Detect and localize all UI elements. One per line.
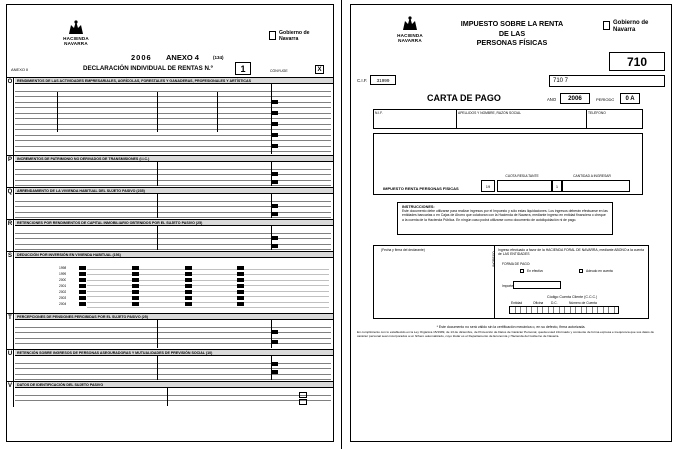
year-row: 2001 xyxy=(59,284,67,288)
section-o xyxy=(7,77,333,155)
phone-label: TELÉFONO xyxy=(588,111,606,115)
checkbox[interactable] xyxy=(299,392,307,398)
section-title: DATOS DE IDENTIFICACIÓN DEL SUJETO PASIVO xyxy=(15,382,333,388)
brand-name: HACIENDA NAVARRA xyxy=(63,36,89,46)
place-date-label: (Fecha y firma del declarante) xyxy=(381,248,425,252)
validity-note: * Este documento no será válido sin la certificación mecánica o, en su defecto, firma autorizada. xyxy=(436,325,586,329)
cash-checkbox[interactable] xyxy=(520,269,524,273)
section-title: RENDIMIENTOS DE LAS ACTIVIDADES EMPRESARIALES, AGRÍCOLAS, FORESTALES Y GANADERAS, PROFESIONALES Y ARTÍSTICAS xyxy=(15,78,333,84)
year-row: 2002 xyxy=(59,290,67,294)
tax-title xyxy=(452,19,572,48)
section-table[interactable] xyxy=(15,358,331,380)
section-title: ARRENDAMIENTO DE LA VIVIENDA HABITUAL DEL SUJETO PASIVO (235) xyxy=(15,188,333,194)
tax-title-line1: IMPUESTO SOBRE LA RENTA xyxy=(460,19,564,28)
form-number-box: 710 xyxy=(609,52,665,71)
cif-value: 31999 xyxy=(370,75,396,85)
section-letter: Q xyxy=(7,188,14,219)
section-title: PERCEPCIONES DE PENSIONES PERCIBIDAS POR EL SUJETO PASIVO (25) xyxy=(15,314,333,320)
name-label: APELLIDOS Y NOMBRE, RAZÓN SOCIAL xyxy=(458,111,522,115)
section-table[interactable] xyxy=(15,228,331,250)
section-u xyxy=(7,349,333,381)
annex-form-page xyxy=(6,4,334,442)
code-box: 1 xyxy=(552,180,562,192)
spouse-checkbox[interactable]: X xyxy=(315,65,324,74)
period-field[interactable]: 0 A xyxy=(620,93,640,104)
debit-option: Adeudo en cuenta xyxy=(586,269,613,273)
cif-label: C.I.F. xyxy=(357,79,368,83)
cash-option: En efectivo xyxy=(527,269,544,273)
section-p xyxy=(7,155,333,187)
coat-of-arms-icon xyxy=(603,21,610,30)
section-table[interactable] xyxy=(87,264,329,310)
section-letter: U xyxy=(7,350,14,381)
brand-name: HACIENDA NAVARRA xyxy=(397,33,423,43)
instructions-title: INSTRUCCIONES: xyxy=(402,205,435,209)
ccc-dc-label: D.C. xyxy=(551,301,558,305)
year-label: AÑO xyxy=(547,98,557,102)
code-box: 19 xyxy=(481,180,495,192)
year-row: 2003 xyxy=(59,296,67,300)
instructions-text: Este documento debe utilizarse para realizar ingresos por el Impuesto y sólo estas liquidaciones. Los ingresos deberán efectuarse en las entidades bancarias o en Cajas de Ahorro que colaboran con la Hacienda de Navarra, mediante ingreso en entidad financiera o cheque a la cuenta de la Hacienda Pública. En ningún caso podrá utilizarse como documento de autoliquidación ni de pago. xyxy=(402,209,608,222)
section-table[interactable] xyxy=(15,196,331,218)
result-header: CUOTA RESULTANTE xyxy=(505,174,539,178)
section-letter: T xyxy=(7,314,14,349)
ccc-office-label: Oficina xyxy=(533,301,544,305)
section-q xyxy=(7,187,333,219)
payment-form-label: FORMA DE PAGO: xyxy=(502,262,531,266)
declaration-title: DECLARACIÓN INDIVIDUAL DE RENTAS N.º xyxy=(83,65,213,72)
checkbox[interactable] xyxy=(299,399,307,405)
tax-title-line3: PERSONAS FÍSICAS xyxy=(476,38,548,47)
section-table[interactable] xyxy=(15,390,331,406)
year-row: 2004 xyxy=(59,302,67,306)
section-v xyxy=(7,381,333,407)
section-letter: P xyxy=(7,156,14,187)
amount-field[interactable] xyxy=(562,180,630,192)
section-s xyxy=(7,251,333,313)
section-r xyxy=(7,219,333,251)
year-row: 1999 xyxy=(59,272,67,276)
tax-title-line2: DE LAS xyxy=(498,28,526,38)
section-letter: R xyxy=(7,220,14,251)
form-code: (134) xyxy=(213,55,224,60)
coat-of-arms-icon xyxy=(269,31,276,40)
instructions-box xyxy=(397,202,613,235)
form-year: 2006 xyxy=(131,53,152,62)
government-name: Gobierno de Navarra xyxy=(279,30,310,42)
payment-card-page xyxy=(350,4,672,442)
payment-header: Ingreso efectuado a favor de la HACIENDA FORAL DE NAVARRA, mediante ABONO a la cuenta de LAS ENTIDADES xyxy=(498,248,644,256)
section-letter: O xyxy=(7,78,14,155)
hacienda-logo-icon xyxy=(65,19,87,35)
page-divider xyxy=(341,0,342,449)
payment-amount-field[interactable] xyxy=(513,281,561,289)
result-field[interactable] xyxy=(497,180,552,192)
tax-line-label: IMPUESTO RENTA PERSONAS FÍSICAS xyxy=(383,187,459,191)
hacienda-logo-icon xyxy=(399,15,421,31)
side-label: INGRESO xyxy=(492,251,496,267)
year-field[interactable]: 2006 xyxy=(560,93,590,104)
ccc-field[interactable] xyxy=(509,306,619,314)
section-title: DEDUCCIÓN POR INVERSIÓN EN VIVIENDA HABITUAL (156) xyxy=(15,252,333,258)
amount-label: Importe xyxy=(502,284,514,288)
card-title: CARTA DE PAGO xyxy=(427,93,501,103)
debit-checkbox[interactable] xyxy=(579,269,583,273)
government-name: Gobierno de Navarra xyxy=(613,20,649,33)
annex-label: ANEXO II xyxy=(11,68,29,72)
section-t xyxy=(7,313,333,349)
section-title: INCREMENTOS DE PATRIMONIO NO DERIVADOS DE TRANSMISIONES (I.I.C.) xyxy=(15,156,333,162)
section-title: RETENCIÓN SOBRE INGRESOS DE PERSONAS ASEGURADORAS Y MUTUALIDADES DE PREVISIÓN SOCIAL (10) xyxy=(15,350,333,356)
section-letter: V xyxy=(7,382,14,407)
year-row: 2000 xyxy=(59,278,67,282)
reference-field[interactable]: 710 7 xyxy=(549,75,665,87)
ccc-account-label: Número de Cuenta xyxy=(569,301,597,305)
spouse-label: CÓNYUGE xyxy=(270,69,288,73)
annex-title: ANEXO 4 xyxy=(166,53,199,62)
section-letter: S xyxy=(7,252,14,313)
section-title: RETENCIONES POR RENDIMIENTOS DE CAPITAL INMOBILIARIO OBTENIDOS POR EL SUJETO PASIVO (25) xyxy=(15,220,333,226)
amount-header: CANTIDAD A INGRESAR xyxy=(573,174,611,178)
legal-text: En cumplimiento con lo establecido en la Ley Orgánica 15/1999, de 13 de diciembre, de Protección de Datos de Carácter Personal, queda usted informado y consiente de forma expresa e inequívoca que sus datos de carácter personal sean incorporados a un fichero automatizado, cuyo titular es el Departamento de Economía y Hacienda del Gobierno de Navarra. xyxy=(357,331,655,338)
section-table[interactable] xyxy=(15,322,331,348)
declaration-number[interactable]: 1 xyxy=(235,62,251,75)
section-table[interactable] xyxy=(15,164,331,186)
ccc-entity-label: Entidad xyxy=(511,301,523,305)
year-row: 1998 xyxy=(59,266,67,270)
section-table[interactable] xyxy=(15,86,331,154)
nif-label: N.I.F. xyxy=(375,111,383,115)
ccc-label: Código Cuenta Cliente (C.C.C.) xyxy=(547,295,598,299)
period-label: PERÍODO xyxy=(596,98,615,102)
